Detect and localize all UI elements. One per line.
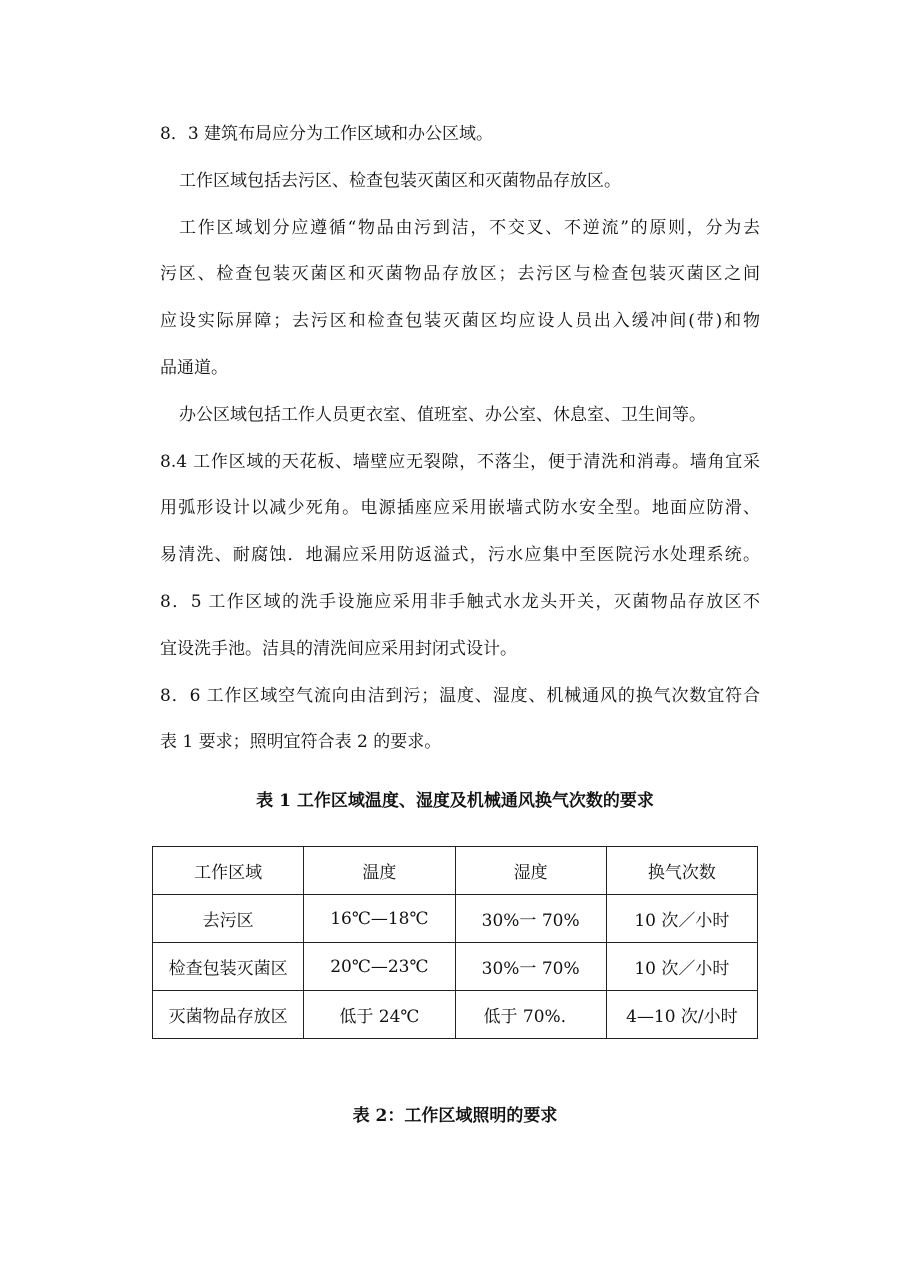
paragraph-line: 品通道。 [160, 357, 228, 378]
table-header-cell: 湿度 [455, 847, 606, 895]
paragraph-line: 宜设洗手池。洁具的清洗间应采用封闭式设计。 [160, 638, 517, 659]
table-cell: 低于 70%． [455, 991, 606, 1039]
table-header-cell: 换气次数 [606, 847, 757, 895]
table-cell: 灭菌物品存放区 [153, 991, 304, 1039]
table2-title: 表 2：工作区域照明的要求 [352, 1106, 558, 1126]
table-row [153, 991, 758, 1039]
table-cell: 30%一 70% [455, 943, 606, 991]
paragraph-line: 办公区域包括工作人员更衣室、值班室、办公室、休息室、卫生间等。 [179, 404, 706, 425]
paragraph-line: 8.4 工作区域的天花板、墙壁应无裂隙，不落尘，便于清洗和消毒。墙角宜采 [160, 451, 760, 472]
table-cell: 16℃—18℃ [304, 895, 455, 943]
paragraph-line: 用弧形设计以减少死角。电源插座应采用嵌墙式防水安全型。地面应防滑、 [160, 498, 760, 519]
table-row [153, 943, 758, 991]
paragraph-line: 易清洗、耐腐蚀．地漏应采用防返溢式，污水应集中至医院污水处理系统。 [160, 545, 760, 566]
paragraph-line: 工作区域包括去污区、检查包装灭菌区和灭菌物品存放区。 [179, 170, 621, 191]
table1 [152, 846, 758, 1039]
table-cell: 4—10 次/小时 [606, 991, 757, 1039]
table-cell: 10 次／小时 [606, 895, 757, 943]
table-cell: 10 次／小时 [606, 943, 757, 991]
table1-title: 表 1 工作区域温度、湿度及机械通风换气次数的要求 [256, 791, 654, 811]
paragraph-line: 8．3 建筑布局应分为工作区域和办公区域。 [160, 124, 494, 144]
paragraph-line: 污区、检查包装灭菌区和灭菌物品存放区；去污区与检查包装灭菌区之间 [160, 264, 760, 285]
table-header-row [153, 847, 758, 895]
table-cell: 去污区 [153, 895, 304, 943]
paragraph-line: 8．5 工作区域的洗手设施应采用非手触式水龙头开关，灭菌物品存放区不 [160, 591, 760, 612]
paragraph-line: 应设实际屏障；去污区和检查包装灭菌区均应设人员出入缓冲间(带)和物 [160, 311, 760, 332]
body-text [160, 116, 760, 771]
paragraph-line: 工作区域划分应遵循“物品由污到洁，不交叉、不逆流”的原则，分为去 [179, 217, 760, 238]
table-cell: 20℃—23℃ [304, 943, 455, 991]
table-cell: 检查包装灭菌区 [153, 943, 304, 991]
paragraph-line: 表 1 要求；照明宜符合表 2 的要求。 [160, 732, 442, 753]
paragraph-line: 8．6 工作区域空气流向由洁到污；温度、湿度、机械通风的换气次数宜符合 [160, 685, 760, 706]
table-cell: 低于 24℃ [304, 991, 455, 1039]
table-row [153, 895, 758, 943]
table-header-cell: 温度 [304, 847, 455, 895]
table-header-cell: 工作区域 [153, 847, 304, 895]
table-cell: 30%一 70% [455, 895, 606, 943]
